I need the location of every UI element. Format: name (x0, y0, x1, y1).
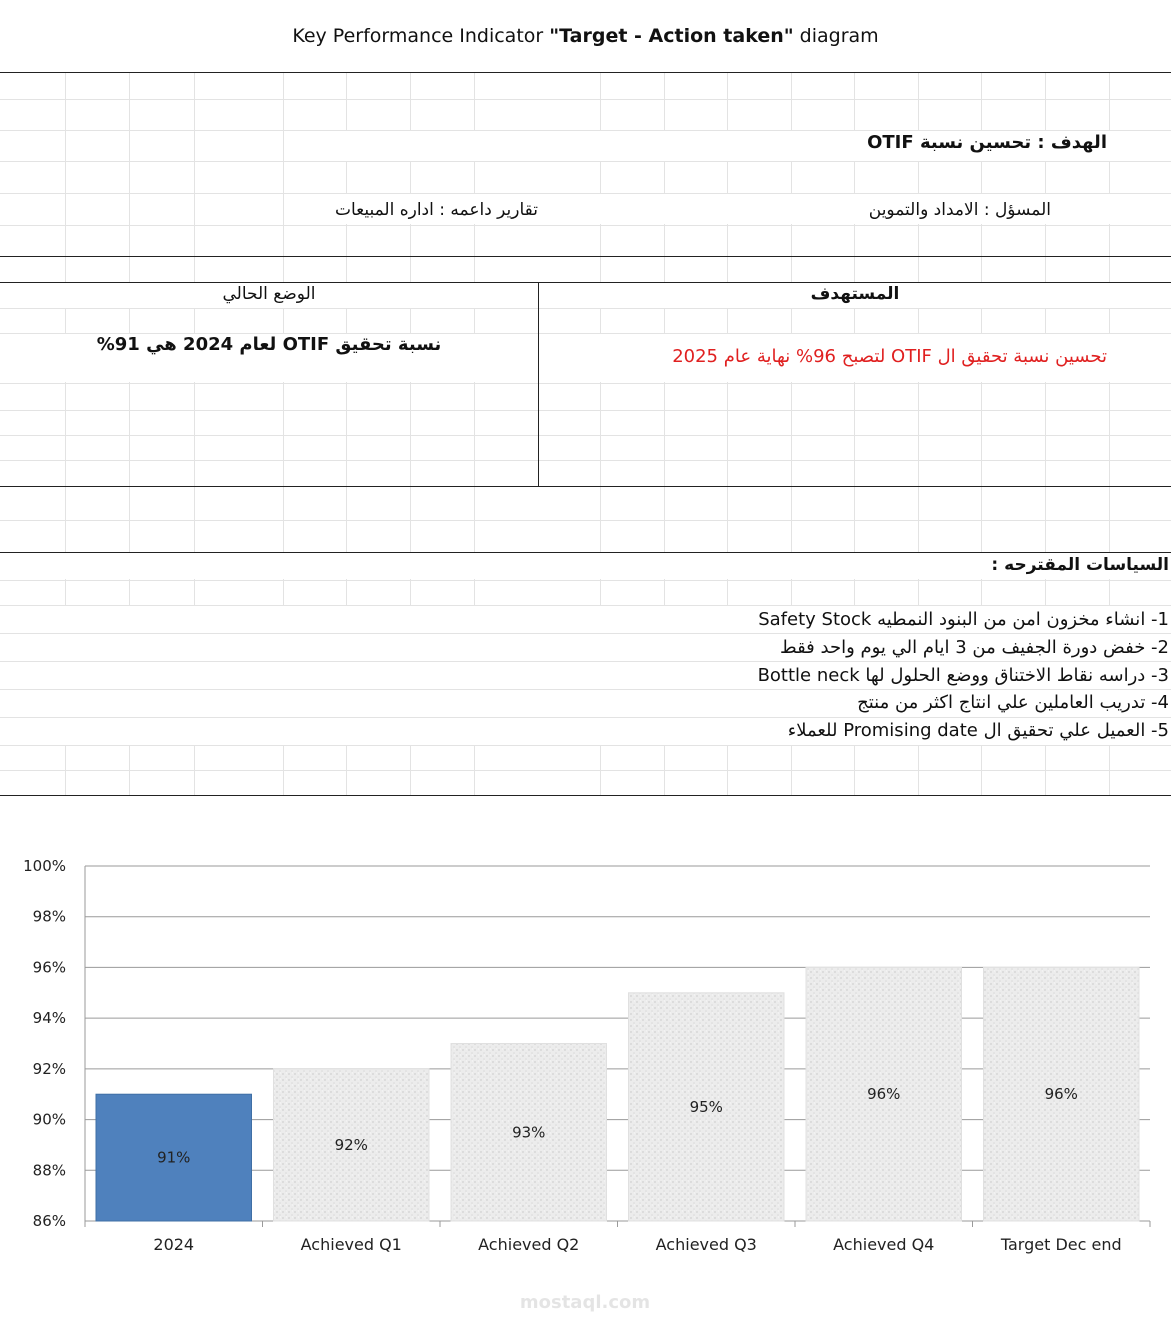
data-label: 91% (157, 1148, 191, 1167)
x-tick-label: 2024 (153, 1235, 195, 1254)
data-label: 95% (689, 1097, 723, 1116)
policy-item: 4- تدريب العاملين علي انتاج اكثر من منتج (857, 692, 1169, 713)
x-tick-label: Achieved Q1 (300, 1235, 402, 1254)
title-text: Key Performance Indicator (292, 25, 550, 47)
x-tick-label: Achieved Q4 (833, 1235, 935, 1254)
goal-text: الهدف : تحسين نسبة OTIF (867, 132, 1107, 153)
x-tick-label: Achieved Q3 (655, 1235, 757, 1254)
supporting-reports-text: تقارير داعمه : اداره المبيعات (334, 200, 538, 220)
y-tick-label: 96% (32, 958, 66, 977)
policy-item: 5- العميل علي تحقيق ال Promising date للعملاء (787, 720, 1169, 741)
watermark-url: mostaql.com (519, 1292, 651, 1313)
policy-item: 1- انشاء مخزون امن من البنود النمطيه Safety Stock (758, 609, 1169, 630)
policies-heading: السياسات المقترحه : (991, 555, 1169, 575)
data-label: 93% (512, 1123, 546, 1142)
responsible-text: المسؤل : الامداد والتموين (868, 200, 1051, 220)
y-tick-label: 98% (32, 907, 66, 926)
title-bold-text: "Target - Action taken" (549, 25, 794, 47)
current-status-text: نسبة تحقيق OTIF لعام 2024 هي 91% (96, 334, 442, 355)
table-divider (538, 282, 539, 486)
x-tick-label: Achieved Q2 (478, 1235, 580, 1254)
page-title (0, 25, 1171, 47)
policy-item: 2- خفض دورة الجفيف من 3 ايام الي يوم واحد فقط (779, 637, 1169, 658)
y-tick-label: 92% (32, 1059, 66, 1078)
policy-item: 3- دراسه نقاط الاختناق ووضع الحلول لها Bottle neck (757, 665, 1169, 686)
otif-bar-chart (0, 796, 1171, 1339)
y-tick-label: 88% (32, 1161, 66, 1180)
y-tick-label: 94% (32, 1009, 66, 1028)
target-text: تحسين نسبة تحقيق ال OTIF لتصبح 96% نهاية عام 2025 (672, 346, 1107, 367)
y-tick-label: 90% (32, 1110, 66, 1129)
y-tick-label: 86% (32, 1212, 66, 1230)
x-tick-label: Target Dec end (1000, 1235, 1122, 1254)
target-header: المستهدف (810, 284, 900, 304)
y-tick-label: 100% (23, 857, 66, 875)
current-header: الوضع الحالي (222, 284, 316, 304)
data-label: 96% (1044, 1085, 1078, 1104)
title-suffix: diagram (793, 25, 879, 47)
data-label: 96% (867, 1085, 901, 1104)
data-label: 92% (334, 1135, 368, 1154)
